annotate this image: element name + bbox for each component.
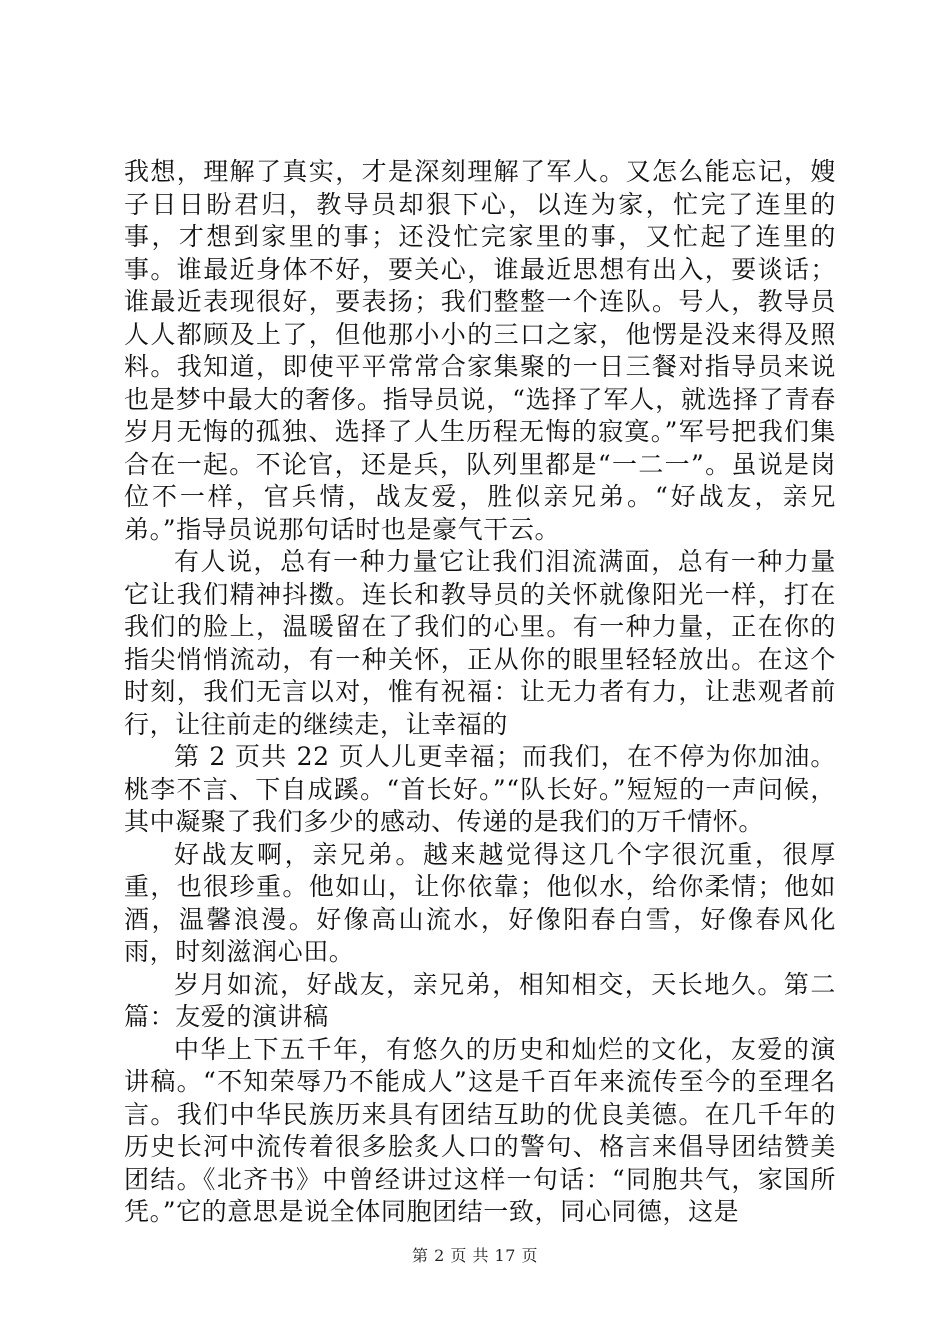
page-footer: 第 2 页 共 17 页 [412,1246,538,1265]
paragraph-3: 第 2 页共 22 页人儿更幸福；而我们，在不停为你加油。桃李不言、下自成蹊。“首长好。”“队长好。”短短的一声问候，其中凝聚了我们多少的感动、传递的是我们的万千情怀。 [124,742,836,836]
paragraph-5: 岁月如流，好战友，亲兄弟，相知相交，天长地久。第二篇：友爱的演讲稿 [124,969,836,1031]
document-body [124,156,836,1229]
paragraph-2: 有人说，总有一种力量它让我们泪流满面，总有一种力量它让我们精神抖擞。连长和教导员的关怀就像阳光一样，打在我们的脸上，温暖留在了我们的心里。有一种力量，正在你的指尖悄悄流动，有一种关怀，正从你的眼里轻轻放出。在这个时刻，我们无言以对，惟有祝福：让无力者有力，让悲观者前行，让往前走的继续走，让幸福的 [124,547,836,739]
paragraph-4: 好战友啊，亲兄弟。越来越觉得这几个字很沉重，很厚重，也很珍重。他如山，让你依靠；他似水，给你柔情；他如酒，温馨浪漫。好像高山流水，好像阳春白雪，好像春风化雨，时刻滋润心田。 [124,839,836,966]
paragraph-6: 中华上下五千年，有悠久的历史和灿烂的文化，友爱的演讲稿。“不知荣辱乃不能成人”这是千百年来流传至今的至理名言。我们中华民族历来具有团结互助的优良美德。在几千年的历史长河中流传着很多脍炙人口的警句、格言来倡导团结赞美团结。《北齐书》中曾经讲过这样一句话：“同胞共气，家国所凭。”它的意思是说全体同胞团结一致，同心同德，这是 [124,1034,836,1226]
paragraph-1: 我想，理解了真实，才是深刻理解了军人。又怎么能忘记，嫂子日日盼君归，教导员却狠下心，以连为家，忙完了连里的事，才想到家里的事；还没忙完家里的事，又忙起了连里的事。谁最近身体不好，要关心，谁最近思想有出入，要谈话；谁最近表现很好，要表扬；我们整整一个连队。号人，教导员人人都顾及上了，但他那小小的三口之家，他愣是没来得及照料。我知道，即使平平常常合家集聚的一日三餐对指导员来说也是梦中最大的奢侈。指导员说，“选择了军人，就选择了青春岁月无悔的孤独、选择了人生历程无悔的寂寞。”军号把我们集合在一起。不论官，还是兵，队列里都是“一二一”。虽说是岗位不一样，官兵情，战友爱，胜似亲兄弟。“好战友，亲兄弟。”指导员说那句话时也是豪气干云。 [124,157,836,544]
